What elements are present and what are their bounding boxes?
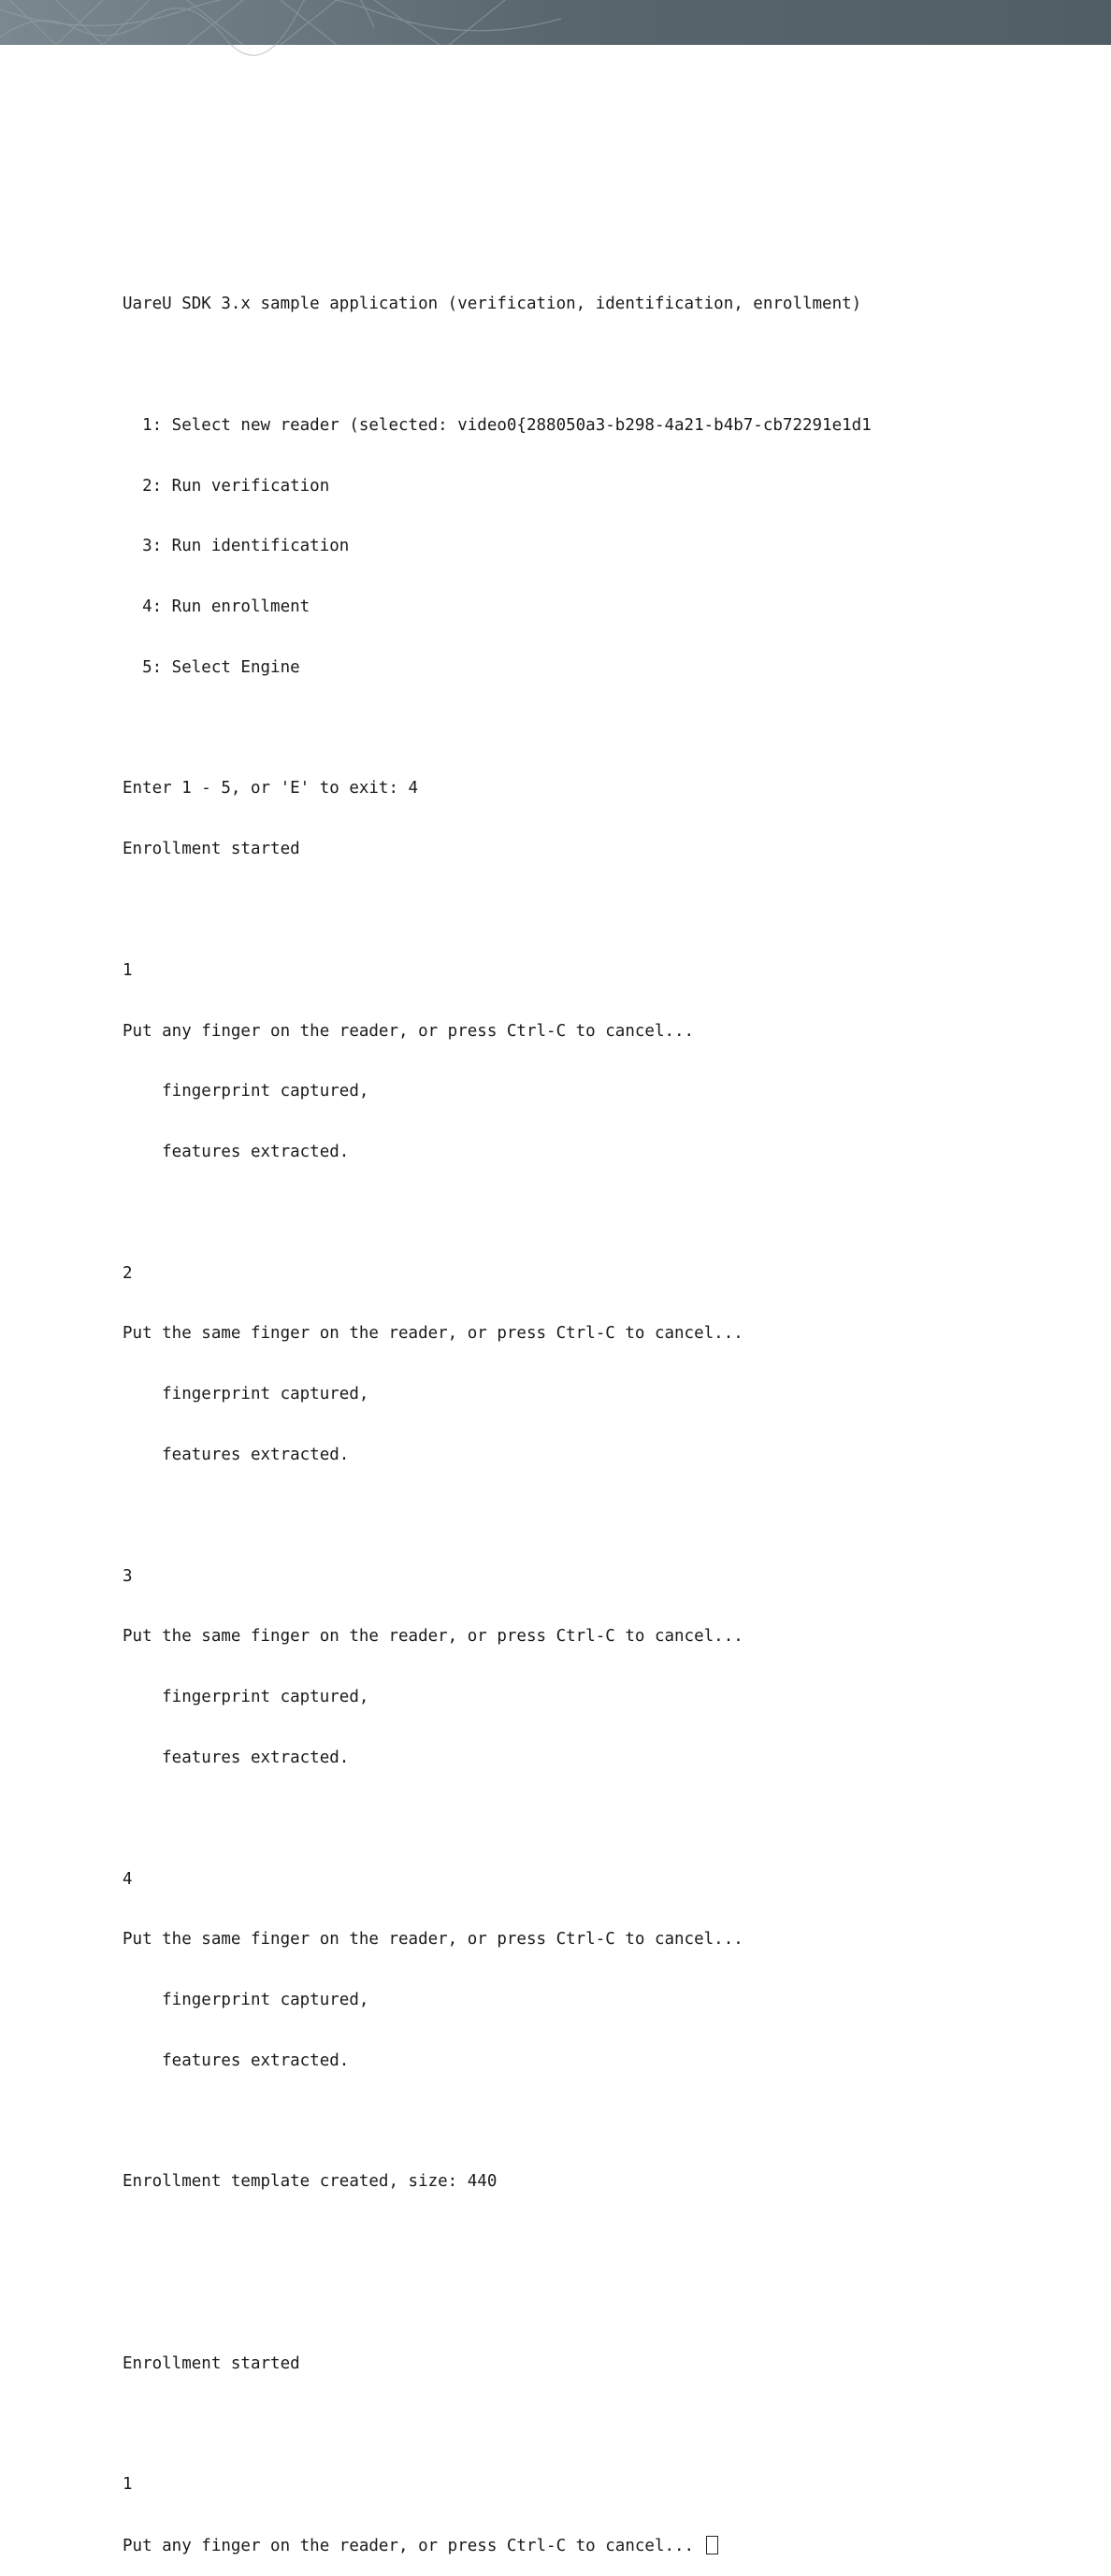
console-output[interactable] <box>123 254 964 2556</box>
console-line <box>123 2233 964 2253</box>
console-line: Put any finger on the reader, or press Ctrl-C to cancel... <box>123 1021 695 1041</box>
console-line: features extracted. <box>123 2051 350 2070</box>
console-line: fingerprint captured, <box>123 1991 369 2010</box>
console-line: 2 <box>123 1263 133 1283</box>
header-banner <box>0 0 1111 45</box>
console-line: 4: Run enrollment <box>123 597 310 617</box>
console-line <box>123 2294 964 2314</box>
console-line <box>123 900 964 921</box>
console-line: Enter 1 - 5, or 'E' to exit: 4 <box>123 779 419 799</box>
console-prompt-line <box>123 2536 964 2556</box>
header-pattern-graphic <box>0 0 1111 45</box>
console-line: Enrollment template created, size: 440 <box>123 2172 498 2192</box>
console-line: Put the same finger on the reader, or press Ctrl-C to cancel... <box>123 1930 743 1950</box>
console-line: Enrollment started <box>123 2353 300 2373</box>
console-line: fingerprint captured, <box>123 1688 369 1707</box>
console-line: 3: Run identification <box>123 537 350 556</box>
console-line: 4 <box>123 1869 133 1889</box>
console-line: Put the same finger on the reader, or press Ctrl-C to cancel... <box>123 1627 743 1647</box>
console-line: features extracted. <box>123 1446 350 1465</box>
console-line: 1 <box>123 960 133 980</box>
console-line: UareU SDK 3.x sample application (verification, identification, enrollment) <box>123 295 862 314</box>
console-line: fingerprint captured, <box>123 1082 369 1101</box>
console-line <box>123 355 964 376</box>
console-line <box>123 1809 964 1830</box>
text-cursor[interactable] <box>706 2536 718 2554</box>
console-line: 3 <box>123 1566 133 1586</box>
console-line: features extracted. <box>123 1143 350 1162</box>
console-line: fingerprint captured, <box>123 1385 369 1404</box>
console-line <box>123 1506 964 1527</box>
console-prompt-text: Put any finger on the reader, or press Ctrl-C to cancel... <box>123 2537 704 2556</box>
console-line: 1 <box>123 2475 133 2495</box>
console-line: features extracted. <box>123 1748 350 1767</box>
console-line: 2: Run verification <box>123 476 330 496</box>
console-line <box>123 2415 964 2436</box>
console-line: 1: Select new reader (selected: video0{288050a3-b298-4a21-b4b7-cb72291e1d1 <box>123 415 872 435</box>
console-line <box>123 719 964 740</box>
console-line: Enrollment started <box>123 840 300 859</box>
console-line <box>123 1203 964 1224</box>
console-line <box>123 2112 964 2133</box>
console-line: 5: Select Engine <box>123 657 300 677</box>
console-line: Put the same finger on the reader, or press Ctrl-C to cancel... <box>123 1324 743 1344</box>
